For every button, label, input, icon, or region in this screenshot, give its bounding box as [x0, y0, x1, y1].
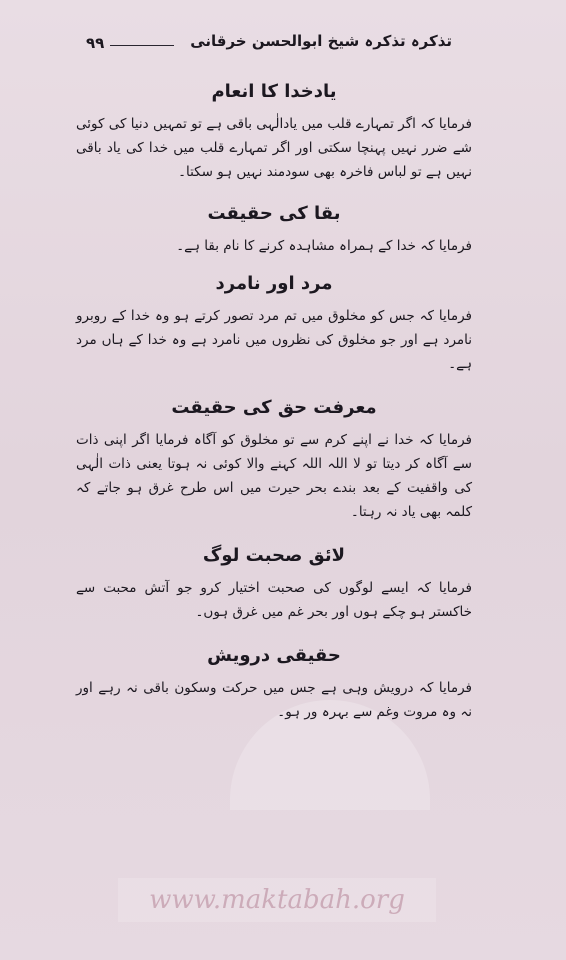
- header-rule: [110, 45, 174, 46]
- page-number: ۹۹: [86, 34, 105, 52]
- section-heading: بقا کی حقیقت: [207, 203, 341, 224]
- section-paragraph: فرمایا کہ اگر تمہارے قلب میں یادالٰہی باقی ہے تو تمہیں دنیا کی کوئی شے ضرر نہیں پہنچا سکتی اور اگر تمہارے قلب میں خدا کی یاد باقی نہیں ہے تو لباس فاخرہ بھی سودمند نہیں ہو سکتا۔: [76, 116, 472, 180]
- section-heading: یادخدا کا انعام: [211, 81, 337, 102]
- running-title: تذکرہ تذکرہ شیخ ابوالحسن خرقانی: [190, 32, 452, 50]
- watermark: www.maktabah.org: [118, 878, 436, 922]
- section-heading: حقیقی درویش: [207, 645, 341, 666]
- section-baqa: [76, 200, 472, 258]
- section-marifat: [76, 394, 472, 524]
- section-man: [76, 270, 472, 376]
- section-heading: معرفت حق کی حقیقت: [171, 397, 377, 418]
- section-paragraph: فرمایا کہ درویش وہی ہے جس میں حرکت وسکون باقی نہ رہے اور نہ وہ مروت وغم سے بہرہ ور ہو۔: [76, 680, 472, 720]
- section-darvesh: [76, 642, 472, 724]
- section-paragraph: فرمایا کہ خدا کے ہمراہ مشاہدہ کرنے کا نام بقا ہے۔: [176, 238, 472, 254]
- section-heading: لائق صحبت لوگ: [202, 545, 346, 566]
- page-header: [0, 28, 566, 58]
- section-heading: مرد اور نامرد: [215, 273, 333, 294]
- section-paragraph: فرمایا کہ ایسے لوگوں کی صحبت اختیار کرو جو آتش محبت سے خاکستر ہو چکے ہوں اور بحر غم میں غرق ہوں۔: [76, 580, 472, 620]
- section-paragraph: فرمایا کہ جس کو مخلوق میں تم مرد تصور کرتے ہو وہ خدا کے روبرو نامرد ہے اور جو مخلوق کی نظروں میں نامرد ہے وہ خدا کے ہاں مرد ہے۔: [76, 308, 472, 372]
- section-paragraph: فرمایا کہ خدا نے اپنے کرم سے تو مخلوق کو آگاہ فرمایا اگر اپنی ذات سے آگاہ کر دیتا تو لا اللہ اللہ کہنے والا کوئی نہ ہوتا یعنی ذات الٰہی کی واقفیت کے بعد بندے بحر حیرت میں اس طرح غرق ہو جاتے کہ کلمہ بھی یاد نہ رہتا۔: [76, 432, 472, 520]
- page-content: [76, 72, 472, 724]
- section-remembrance: [76, 78, 472, 184]
- section-company: [76, 542, 472, 624]
